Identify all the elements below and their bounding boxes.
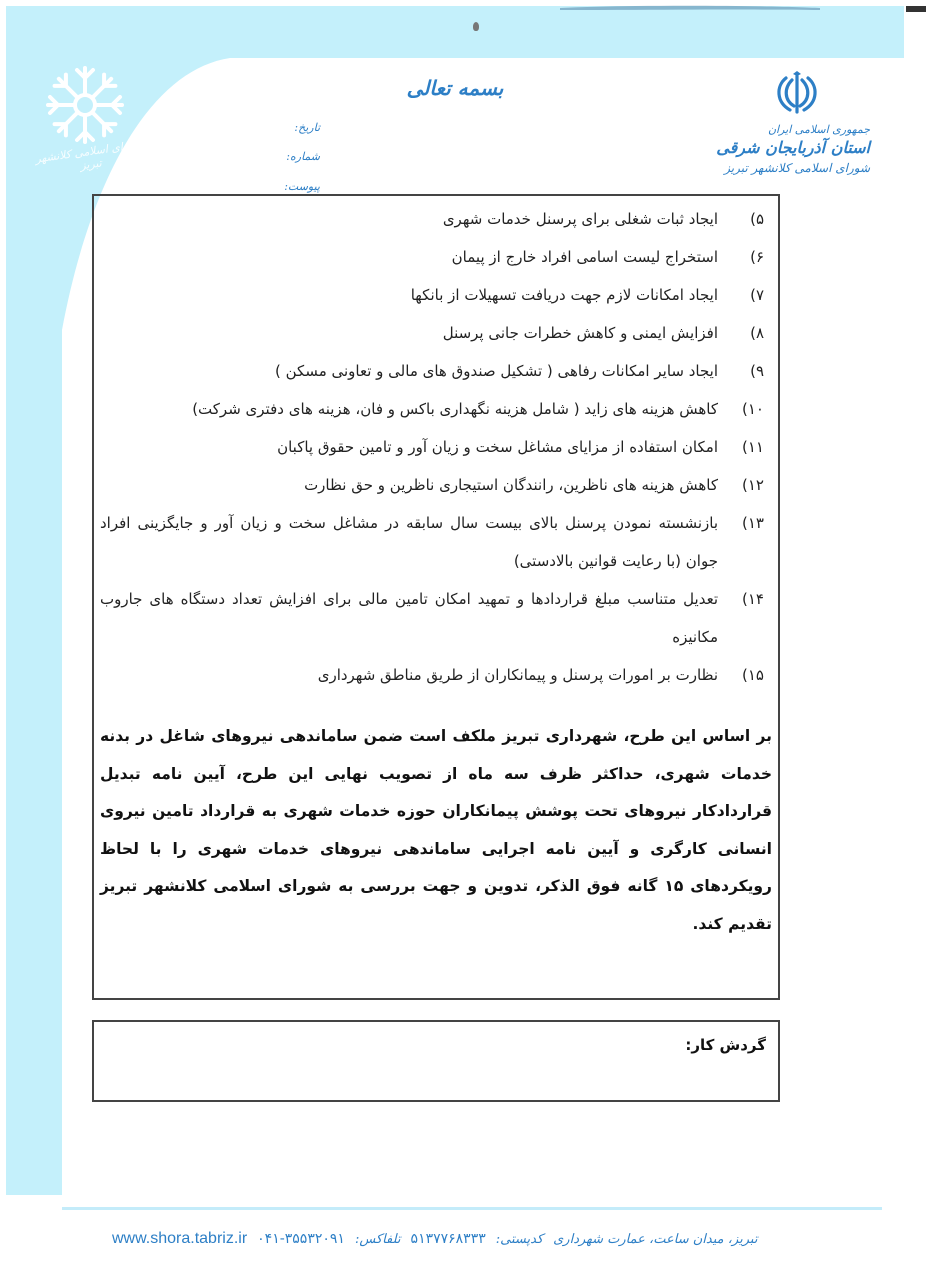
item-number: ۶): [750, 248, 764, 266]
list-item: [100, 314, 770, 352]
item-text: استخراج لیست اسامی افراد خارج از پیمان: [451, 248, 718, 266]
address-text: تبریز، میدان ساعت، عمارت شهرداری: [553, 1231, 758, 1247]
province-name: استان آذربایجان شرقی: [716, 138, 870, 157]
scan-mark: [906, 6, 926, 12]
list-item: [100, 352, 770, 390]
postal-label: کدپستی:: [495, 1231, 544, 1247]
item-text: امکان استفاده از مزایای مشاغل سخت و زیان آور و تامین حقوق پاکبان: [277, 438, 718, 456]
date-label: تاریخ:: [294, 121, 320, 134]
approach-list: [100, 200, 770, 694]
website-link[interactable]: www.shora.tabriz.ir: [112, 1230, 248, 1247]
item-number: ۸): [750, 324, 764, 342]
item-number: ۱۰): [742, 400, 764, 418]
item-text: تعدیل متناسب مبلغ قراردادها و تمهید امکان تامین مالی برای افزایش تعداد دستگاه های جاروب مکانیزه: [100, 590, 718, 646]
footer-divider: [62, 1207, 882, 1210]
list-item: [100, 238, 770, 276]
postal-code: ۵۱۳۷۷۶۸۳۳۳: [410, 1231, 486, 1247]
fax-number: ۰۴۱-۳۵۵۳۲۰۹۱: [257, 1231, 345, 1247]
resolution-paragraph: بر اساس این طرح، شهرداری تبریز ملکف است ضمن ساماندهی نیروهای شاغل در بدنه خدمات شهری، حداکثر ظرف سه ماه از تصویب نهایی این طرح، آیین نامه تبدیل قراردادکار نیروهای تحت پوشش پیمانکاران حوزه خدمات شهری به قرارداد تامین نیروی انسانی کارگری و آیین نامه اجرایی ساماندهی نیروهای خدمات شهری را با لحاظ رویکردهای ۱۵ گانه فوق الذکر، تدوین و جهت بررسی به شورای اسلامی کلانشهر تبریز تقدیم کند.: [100, 727, 772, 933]
list-item: [100, 428, 770, 466]
item-number: ۱۵): [742, 666, 764, 684]
item-number: ۱۲): [742, 476, 764, 494]
item-number: ۹): [750, 362, 764, 380]
workflow-label: گردش کار:: [685, 1036, 766, 1054]
council-name: شورای اسلامی کلانشهر تبریز: [724, 161, 870, 175]
fax-label: تلفاکس:: [354, 1231, 401, 1247]
country-name: جمهوری اسلامی ایران: [767, 123, 870, 136]
item-text: ایجاد امکانات لازم جهت دریافت تسهیلات از بانکها: [410, 286, 718, 304]
item-number: ۵): [750, 210, 764, 228]
list-item: [100, 504, 770, 580]
logo-caption: شورای اسلامی کلانشهر تبریز: [34, 137, 144, 173]
item-text: کاهش هزینه های زاید ( شامل هزینه نگهداری باکس و فان، هزینه های دفتری شرکت): [192, 400, 718, 418]
snowflake-logo-icon: [40, 60, 130, 150]
bismillah-heading: بسمه تعالی: [406, 76, 504, 100]
organization-header: [650, 123, 870, 177]
item-text: بازنشسته نمودن پرسنل بالای بیست سال سابقه در مشاغل سخت و زیان آور و جایگزینی افراد جوان (با رعایت قوانین بالادستی): [100, 514, 718, 570]
item-number: ۱۱): [742, 438, 764, 456]
attachment-label: پیوست:: [284, 180, 320, 193]
number-label: شماره:: [286, 150, 320, 163]
item-number: ۱۳): [742, 514, 764, 532]
item-text: کاهش هزینه های ناظرین، رانندگان استیجاری ناظرین و حق نظارت: [304, 476, 718, 494]
iran-emblem-icon: [772, 68, 822, 118]
footer-contact: [112, 1226, 872, 1252]
list-item: [100, 276, 770, 314]
list-item: [100, 656, 770, 694]
list-item: [100, 200, 770, 238]
item-text: ایجاد ثبات شغلی برای پرسنل خدمات شهری: [442, 210, 718, 228]
item-text: افزایش ایمنی و کاهش خطرات جانی پرسنل: [442, 324, 718, 342]
item-text: نظارت بر امورات پرسنل و پیمانکاران از طریق مناطق شهرداری: [317, 666, 718, 684]
item-number: ۱۴): [742, 590, 764, 608]
list-item: [100, 390, 770, 428]
workflow-box: [92, 1020, 780, 1102]
scan-dot: [473, 22, 479, 31]
list-item: [100, 466, 770, 504]
item-number: ۷): [750, 286, 764, 304]
item-text: ایجاد سایر امکانات رفاهی ( تشکیل صندوق های مالی و تعاونی مسکن ): [274, 362, 718, 380]
list-item: [100, 580, 770, 656]
